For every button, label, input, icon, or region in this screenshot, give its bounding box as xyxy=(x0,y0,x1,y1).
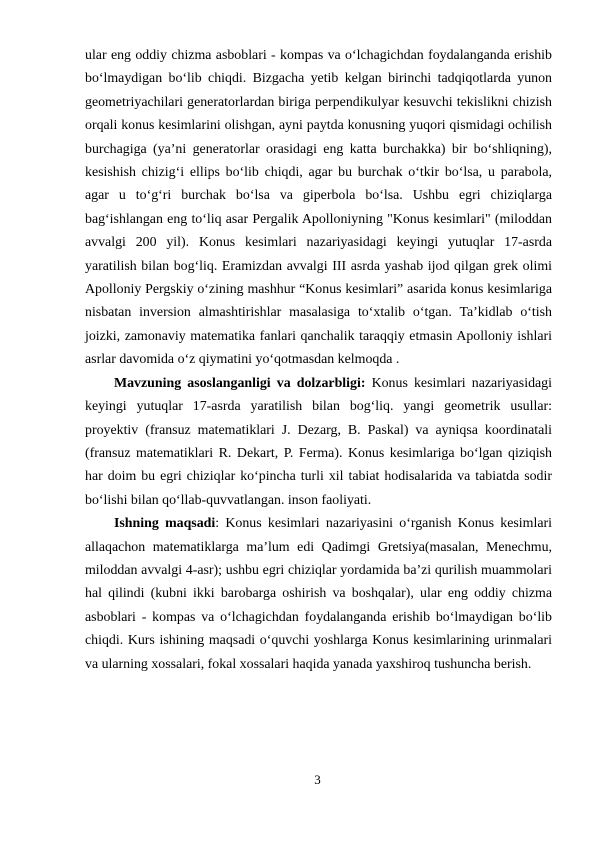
goal-body: : Konus kesimlari nazariyasini o‘rganish Konus kesimlari allaqachon matematiklarga ma’lum edi Qadimgi Gretsiya(masalan, Menechmu, miloddan avvalgi 4-asr); ushbu egri chiziqlar yordamida ba’zi qurilish muammolari hal qilindi (kubni ikki barobarga oshirish va boshqalar), ular eng oddiy chizma asboblari - kompas va o‘lchagichdan foydalanganda erishib bo‘lmaydigan bo‘lib chiqdi. Kurs ishining maqsadi o‘quvchi yoshlarga Konus kesimlarining urinmalari va ularning xossalari, fokal xossalari haqida yanada yaxshiroq tushuncha berish. xyxy=(85,516,552,672)
relevance-heading: Mavzuning asoslanganligi va dolzarbligi: xyxy=(114,375,366,391)
paragraph-continuation: ular eng oddiy chizma asboblari - kompas va o‘lchagichdan foydalanganda erishib bo‘lmaydigan bo‘lib chiqdi. Bizgacha yetib kelgan birinchi tadqiqotlarda yunon geometriyachilari generatorlardan biriga perpendikulyar kesuvchi tekislikni chizish orqali konus kesimlarini olishgan, ayni paytda konusning yuqori qismidagi ochilish burchagiga (ya’ni generatorlar orasidagi eng katta burchakka) bir bo‘shliqning), kesishish chizig‘i ellips bo‘lib chiqdi, agar bu burchak o‘tkir bo‘lsa, u parabola, agar u to‘g‘ri burchak bo‘lsa va giperbola bo‘lsa. Ushbu egri chiziqlarga bag‘ishlangan eng to‘liq asar Pergalik Apolloniyning "Konus kesimlari" (miloddan avvalgi 200 yil). Konus kesimlari nazariyasidagi keyingi yutuqlar 17-asrda yaratilish bilan bog‘liq. Eramizdan avvalgi III asrda yashab ijod qilgan grek olimi Apolloniy Pergskiy o‘zining mashhur “Konus kesimlari” asarida konus kesimlariga nisbatan inversion almashtirishlar masalasiga to‘xtalib o‘tgan. Ta’kidlab o‘tish joizki, zamonaviy matematika fanlari qanchalik taraqqiy etmasin Apolloniy ishlari asrlar davomida o‘z qiymatini yo‘qotmasdan kelmoqda . xyxy=(85,48,552,368)
paragraph-relevance xyxy=(85,372,552,512)
relevance-body: Konus kesimlari nazariyasidagi keyingi yutuqlar 17-asrda yaratilish bilan bog‘liq. yangi geometrik usullar: proyektiv (fransuz matematiklari J. Dezarg, B. Paskal) va ayniqsa koordinatali (fransuz matematiklari R. Dekart, P. Ferma). Konus kesimlariga bo‘lgan qiziqish har doim bu egri chiziqlar ko‘pincha turli xil tabiat hodisalarida va tabiatda sodir bo‘lishi bilan qo‘llab-quvvatlangan. inson faoliyati. xyxy=(85,375,552,508)
goal-heading: Ishning maqsadi xyxy=(114,516,216,532)
body-text xyxy=(85,44,552,676)
page-number: 3 xyxy=(314,772,321,787)
paragraph-goal xyxy=(85,512,552,676)
